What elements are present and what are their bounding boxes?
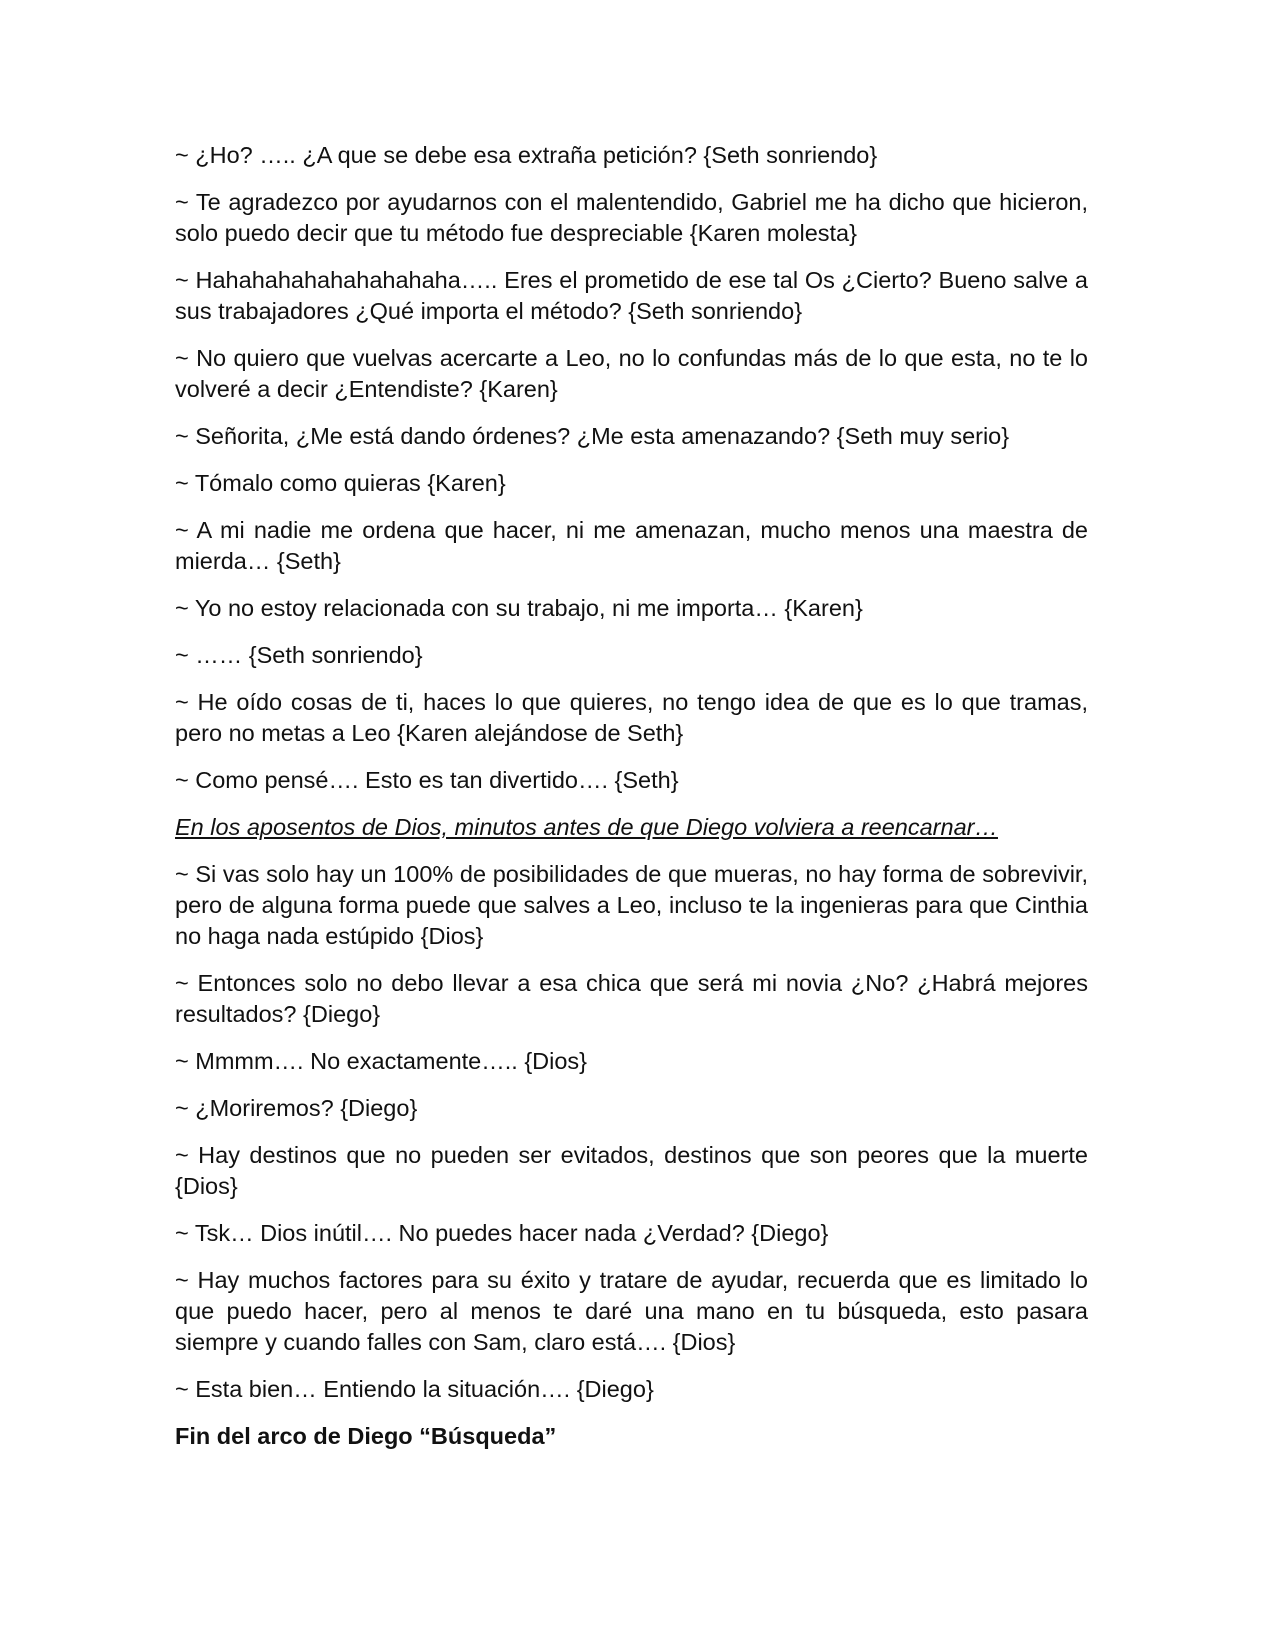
dialogue-paragraph: ~ Hay muchos factores para su éxito y tratare de ayudar, recuerda que es limitado lo que puedo hacer, pero al menos te daré una mano en tu búsqueda, esto pasara siempre y cuando falles con Sam, claro está…. {Dios} xyxy=(175,1267,1088,1355)
dialogue-paragraph: ~ Yo no estoy relacionada con su trabajo, ni me importa… {Karen} xyxy=(175,595,863,621)
scene-heading: En los aposentos de Dios, minutos antes de que Diego volviera a reencarnar… xyxy=(175,814,998,840)
dialogue-paragraph: ~ ¿Ho? ….. ¿A que se debe esa extraña petición? {Seth sonriendo} xyxy=(175,142,878,168)
dialogue-paragraph: ~ A mi nadie me ordena que hacer, ni me amenazan, mucho menos una maestra de mierda… {Seth} xyxy=(175,517,1088,574)
dialogue-paragraph: ~ ¿Moriremos? {Diego} xyxy=(175,1095,418,1121)
dialogue-paragraph: ~ No quiero que vuelvas acercarte a Leo, no lo confundas más de lo que esta, no te lo volveré a decir ¿Entendiste? {Karen} xyxy=(175,345,1088,402)
dialogue-paragraph: ~ Te agradezco por ayudarnos con el malentendido, Gabriel me ha dicho que hicieron, solo puedo decir que tu método fue despreciable {Karen molesta} xyxy=(175,189,1088,246)
dialogue-paragraph: ~ Como pensé…. Esto es tan divertido…. {Seth} xyxy=(175,767,679,793)
dialogue-paragraph: ~ …… {Seth sonriendo} xyxy=(175,642,423,668)
document-page xyxy=(175,140,1088,1452)
dialogue-paragraph: ~ Entonces solo no debo llevar a esa chica que será mi novia ¿No? ¿Habrá mejores resultados? {Diego} xyxy=(175,970,1088,1027)
dialogue-paragraph: ~ Tómalo como quieras {Karen} xyxy=(175,470,506,496)
arc-ending-title: Fin del arco de Diego “Búsqueda” xyxy=(175,1423,557,1449)
dialogue-paragraph: ~ Mmmm…. No exactamente….. {Dios} xyxy=(175,1048,588,1074)
dialogue-paragraph: ~ Hay destinos que no pueden ser evitados, destinos que son peores que la muerte {Dios} xyxy=(175,1142,1088,1199)
dialogue-paragraph: ~ Esta bien… Entiendo la situación…. {Diego} xyxy=(175,1376,654,1402)
dialogue-paragraph: ~ Señorita, ¿Me está dando órdenes? ¿Me esta amenazando? {Seth muy serio} xyxy=(175,423,1010,449)
dialogue-paragraph: ~ Si vas solo hay un 100% de posibilidades de que mueras, no hay forma de sobrevivir, pero de alguna forma puede que salves a Leo, incluso te la ingenieras para que Cinthia no haga nada estúpido {Dios} xyxy=(175,861,1088,949)
dialogue-paragraph: ~ He oído cosas de ti, haces lo que quieres, no tengo idea de que es lo que tramas, pero no metas a Leo {Karen alejándose de Seth} xyxy=(175,689,1088,746)
dialogue-paragraph: ~ Hahahahahahahahahaha….. Eres el prometido de ese tal Os ¿Cierto? Bueno salve a sus trabajadores ¿Qué importa el método? {Seth sonriendo} xyxy=(175,267,1088,324)
dialogue-paragraph: ~ Tsk… Dios inútil…. No puedes hacer nada ¿Verdad? {Diego} xyxy=(175,1220,829,1246)
